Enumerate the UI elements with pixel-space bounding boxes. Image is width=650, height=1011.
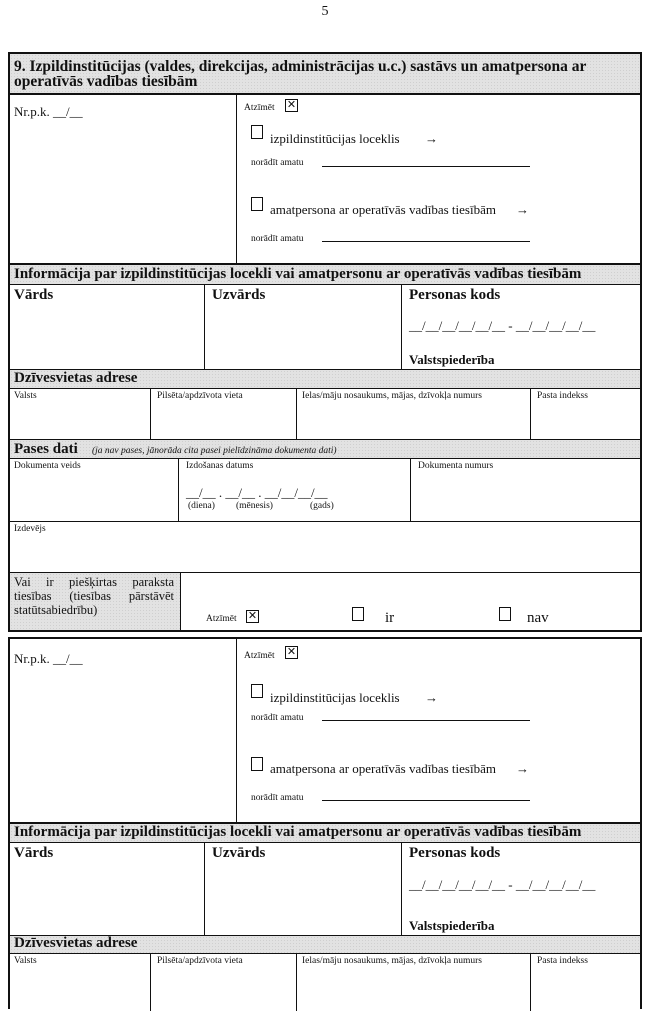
checkbox-ir[interactable] xyxy=(352,607,364,621)
info-header: Informācija par izpildinstitūcijas locekli vai amatpersonu ar operatīvās vadības tiesībām xyxy=(14,266,582,282)
amats-input-1[interactable] xyxy=(322,720,530,721)
checkbox-izpildinstitucijas-loceklis[interactable] xyxy=(251,684,263,698)
option-amatpersona: amatpersona ar operatīvās vadības tiesībām xyxy=(270,202,496,217)
atzimet-label: Atzīmēt xyxy=(244,651,275,661)
amats-input-1[interactable] xyxy=(322,166,530,167)
page-number: 5 xyxy=(321,4,329,19)
nr-pk-label: Nr.p.k. __/__ xyxy=(14,104,83,119)
option-amatpersona: amatpersona ar operatīvās vadības tiesībām xyxy=(270,761,496,776)
personas-kods-input[interactable]: __/__/__/__/__/__ - __/__/__/__/__ xyxy=(409,877,596,892)
personas-kods-label: Personas kods xyxy=(409,845,501,861)
dokumenta-veids-label: Dokumenta veids xyxy=(14,461,81,471)
option-izpildinstitucijas-loceklis: izpildinstitūcijas loceklis xyxy=(270,131,400,146)
izdosanas-datums-label: Izdošanas datums xyxy=(186,461,254,471)
personas-kods-input[interactable]: __/__/__/__/__/__ - __/__/__/__/__ xyxy=(409,318,596,333)
arrow-icon: → xyxy=(425,690,438,705)
arrow-icon: → xyxy=(516,202,529,217)
dokumenta-numurs-label: Dokumenta numurs xyxy=(418,461,494,471)
menesis-label: (mēnesis) xyxy=(236,501,273,511)
pasta-label: Pasta indekss xyxy=(537,956,588,966)
option-izpildinstitucijas-loceklis: izpildinstitūcijas loceklis xyxy=(270,690,400,705)
marked-checkbox-icon: ✕ xyxy=(286,645,297,658)
vards-label: Vārds xyxy=(14,287,54,303)
iela-label: Ielas/māju nosaukums, mājas, dzīvokļa numurs xyxy=(302,391,482,401)
arrow-icon: → xyxy=(516,761,529,776)
noradit-amatu-label-2: norādīt amatu xyxy=(251,234,304,244)
checkbox-amatpersona[interactable] xyxy=(251,197,263,211)
vards-label: Vārds xyxy=(14,845,54,861)
pases-note: (ja nav pases, jānorāda cita pasei pielīdzināma dokumenta dati) xyxy=(92,446,337,456)
pases-header: Pases dati xyxy=(14,441,78,457)
atzimet-label-2: Atzīmēt xyxy=(206,614,237,624)
iela-label: Ielas/māju nosaukums, mājas, dzīvokļa numurs xyxy=(302,956,482,966)
valsts-label: Valsts xyxy=(14,956,37,966)
checkbox-amatpersona[interactable] xyxy=(251,757,263,771)
address-header: Dzīvesvietas adrese xyxy=(14,370,138,386)
uzvards-label: Uzvārds xyxy=(212,845,266,861)
amats-input-2[interactable] xyxy=(322,241,530,242)
atzimet-label: Atzīmēt xyxy=(244,103,275,113)
paraksta-tiesibas-label: Vai ir piešķirtas paraksta tiesības (tiesības pārstāvēt statūtsabiedrību) xyxy=(14,575,174,617)
amats-input-2[interactable] xyxy=(322,800,530,801)
izdevejs-label: Izdevējs xyxy=(14,524,46,534)
pasta-label: Pasta indekss xyxy=(537,391,588,401)
valstspiederiba-label: Valstspiederība xyxy=(409,352,495,367)
noradit-amatu-label-1: norādīt amatu xyxy=(251,713,304,723)
gads-label: (gads) xyxy=(310,501,334,511)
personas-kods-label: Personas kods xyxy=(409,287,501,303)
info-header: Informācija par izpildinstitūcijas locekli vai amatpersonu ar operatīvās vadības tiesībām xyxy=(14,824,582,840)
uzvards-label: Uzvārds xyxy=(212,287,266,303)
nav-label: nav xyxy=(527,610,549,626)
noradit-amatu-label-1: norādīt amatu xyxy=(251,158,304,168)
noradit-amatu-label-2: norādīt amatu xyxy=(251,793,304,803)
section-title: 9. Izpildinstitūcijas (valdes, direkcijas, administrācijas u.c.) sastāvs un amatpersona ar operatīvās vadības tiesībām xyxy=(14,58,587,90)
valstspiederiba-label: Valstspiederība xyxy=(409,918,495,933)
pilseta-label: Pilsēta/apdzīvota vieta xyxy=(157,956,243,966)
marked-checkbox-icon: ✕ xyxy=(247,609,258,622)
checkbox-izpildinstitucijas-loceklis[interactable] xyxy=(251,125,263,139)
pilseta-label: Pilsēta/apdzīvota vieta xyxy=(157,391,243,401)
address-header: Dzīvesvietas adrese xyxy=(14,935,138,951)
valsts-label: Valsts xyxy=(14,391,37,401)
diena-label: (diena) xyxy=(188,501,215,511)
arrow-icon: → xyxy=(425,131,438,146)
ir-label: ir xyxy=(385,610,395,626)
izdosanas-datums-input[interactable]: __/__ . __/__ . __/__/__/__ xyxy=(186,485,328,500)
nr-pk-label: Nr.p.k. __/__ xyxy=(14,651,83,666)
marked-checkbox-icon: ✕ xyxy=(286,98,297,111)
checkbox-nav[interactable] xyxy=(499,607,511,621)
